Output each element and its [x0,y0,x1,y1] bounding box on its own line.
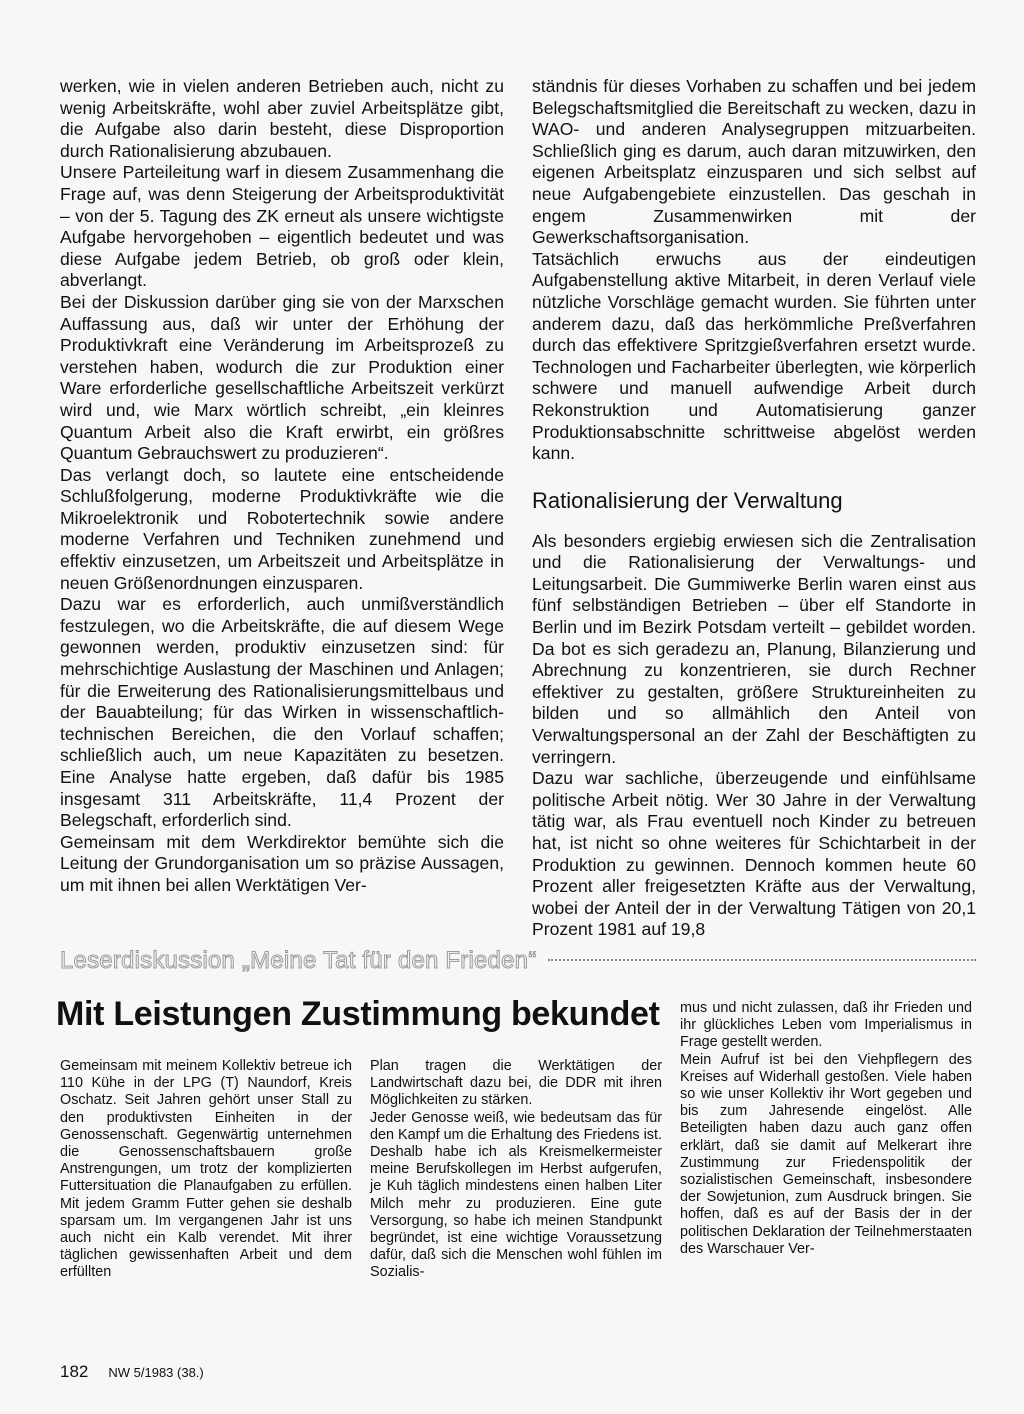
paragraph: Das verlangt doch, so lautete eine entscheidende Schlußfolgerung, moderne Produktivkräfte wie die Mikroelektronik und Robotertechnik sowie andere moderne Verfahren und Techniken zunehmend und effektiv einzusetzen, um Arbeitszeit und Arbeitsplätze in neuen Größenordnungen einzusparen. [60,464,504,593]
paragraph: mus und nicht zulassen, daß ihr Frieden und ihr glückliches Leben vom Imperialismus in Frage gestellt werden. [680,1000,972,1051]
page-number: 182 [60,1362,89,1381]
paragraph: werken, wie in vielen anderen Betrieben auch, nicht zu wenig Arbeitskräfte, wohl aber zuviel Arbeitsplätze gibt, die Aufgabe also darin besteht, diese Disproportion durch Rationalisierung abzubauen. [60,76,504,161]
letter-column-3 [680,1000,972,1258]
banner-dotted-rule [548,959,976,964]
letter-headline: Mit Leistungen Zustimmung bekundet [56,995,660,1033]
paragraph: Bei der Diskussion darüber ging sie von der Marxschen Auffassung aus, daß wir unter der Erhöhung der Produktivkraft eine Veränderung im Arbeitsprozeß zu verstehen haben, wodurch die zur Produktion einer Ware erforderliche gesellschaftliche Arbeitszeit verkürzt wird und, wie Marx wörtlich schreibt, „ein kleinres Quantum Arbeit also die Kraft erwirbt, ein größres Quantum Gebrauchswert zu produzieren“. [60,291,504,464]
letter-column-2 [370,1058,662,1282]
discussion-banner [60,946,976,976]
paragraph: Gemeinsam mit meinem Kollektiv betreue ich 110 Kühe in der LPG (T) Naundorf, Kreis Oschatz. Seit Jahren gehört unser Stall zu den produktivsten Einheiten in der Genossenschaft. Gegenwärtig unternehmen die Genossenschaftsbauern große Anstrengungen, um trotz der komplizierten Futtersituation die Planaufgaben zu erfüllen. Mit jedem Gramm Futter gehen sie deshalb sparsam um. Im vergangenen Jahr ist uns auch nicht ein Kalb verendet. Mit ihrer täglichen gewissenhaften Arbeit und dem erfüllten [60,1058,352,1281]
banner-title: Leserdiskussion „Meine Tat für den Frieden“ [60,947,537,974]
page-footer [60,1362,204,1382]
paragraph: Unsere Parteileitung warf in diesem Zusammenhang die Frage auf, was denn Steigerung der Arbeitsproduktivität – von der 5. Tagung des ZK erneut als unsere wichtigste Aufgabe hervorgehoben – eigentlich bedeutet und was diese Aufgabe jedem Betrieb, ob groß oder klein, abverlangt. [60,162,504,291]
paragraph: Dazu war es erforderlich, auch unmißverständlich festzulegen, wo die Arbeitskräfte, die auf diesem Wege gewonnen werden, produktiv einzusetzen sind: für mehrschichtige Auslastung der Maschinen und Anlagen; für die Erweiterung des Rationalisierungsmittelbaus und der Bauabteilung; für das Wirken in wissenschaftlich-technischen Bereichen, die den Vorlauf schaffen; schließlich auch, um neue Kapazitäten zu besetzen. Eine Analyse hatte ergeben, daß dafür bis 1985 insgesamt 311 Arbeitskräfte, 11,4 Prozent der Belegschaft, erforderlich sind. [60,594,504,831]
paragraph: ständnis für dieses Vorhaben zu schaffen und bei jedem Belegschaftsmitglied die Bereitschaft zu wecken, dazu in WAO- und anderen Analysegruppen mitzuarbeiten. Schließlich ging es darum, auch daran mitzuwirken, den eigenen Arbeitsplatz einzusparen und sich selbst auf neue Aufgabengebiete einzustellen. Das geschah in engem Zusammenwirken mit der Gewerkschaftsorganisation. [532,76,976,248]
paragraph: Tatsächlich erwuchs aus der eindeutigen Aufgabenstellung aktive Mitarbeit, in deren Verlauf viele nützliche Vorschläge gemacht wurden. Sie führten unter anderem dazu, daß das herkömmliche Preßverfahren durch das effektivere Spritzgießverfahren ersetzt wurde. Technologen und Facharbeiter überlegten, wie körperlich schwere und manuell aufwendige Arbeit durch Rekonstruktion und Automatisierung ganzer Produktionsabschnitte schrittweise abgelöst werden kann. [532,248,976,464]
issue-reference: NW 5/1983 (38.) [108,1365,204,1380]
letter-column-1 [60,1058,352,1282]
paragraph: Dazu war sachliche, überzeugende und einfühlsame politische Arbeit nötig. Wer 30 Jahre in der Verwaltung tätig war, als Frau eventuell noch Kinder zu betreuen hat, ist nicht so ohne weiteres für Schichtarbeit in der Produktion zu gewinnen. Dennoch kommen heute 60 Prozent aller freigesetzten Kräfte aus der Verwaltung, wobei der Anteil der in der Verwaltung Tätigen von 20,1 Prozent 1981 auf 19,8 [532,768,976,940]
paragraph: Mein Aufruf ist bei den Viehpflegern des Kreises auf Widerhall gestoßen. Viele haben so wie unser Kollektiv ihr Wort gegeben und bis zum Jahresende eingelöst. Alle Beteiligten haben dazu auch ganz offen erklärt, daß sie damit auf Melkerart ihre Zustimmung zur Friedenspolitik der sozialistischen Gemeinschaft, insbesondere der Sowjetunion, zum Ausdruck bringen. Sie hoffen, daß es auf der Basis der in der politischen Deklaration der Teilnehmerstaaten des Warschauer Ver- [680,1051,972,1257]
paragraph: Als besonders ergiebig erwiesen sich die Zentralisation und die Rationalisierung der Verwaltungs- und Leitungsarbeit. Die Gummiwerke Berlin waren einst aus fünf selbständigen Betrieben – über elf Standorte in Berlin und im Bezirk Potsdam verteilt – gebildet worden. Da bot es sich geradezu an, Planung, Bilanzierung und Abrechnung zu konzentrieren, sie durch Rechner effektiver zu gestalten, größere Struktureinheiten zu bilden und so allmählich den Anteil von Verwaltungspersonal an der Zahl der Beschäftigten zu verringern. [532,530,976,767]
paragraph: Gemeinsam mit dem Werkdirektor bemühte sich die Leitung der Grundorganisation um so präzise Aussagen, um mit ihnen bei allen Werktätigen Ver- [60,831,504,895]
article-column-left [60,76,504,897]
paragraph: Jeder Genosse weiß, wie bedeutsam das für den Kampf um die Erhaltung des Friedens ist. Deshalb habe ich als Kreismelkermeister meine Berufskollegen im Herbst aufgerufen, je Kuh täglich mindestens einen halben Liter Milch mehr zu produzieren. Eine gute Versorgung, so habe ich meinen Standpunkt begründet, ist eine wichtige Voraussetzung dafür, daß sich die Menschen wohl fühlen im Sozialis- [370,1109,662,1281]
paragraph: Plan tragen die Werktätigen der Landwirtschaft dazu bei, die DDR mit ihren Möglichkeiten zu stärken. [370,1058,662,1109]
section-subheading: Rationalisierung der Verwaltung [532,487,843,513]
article-column-right [532,76,976,941]
